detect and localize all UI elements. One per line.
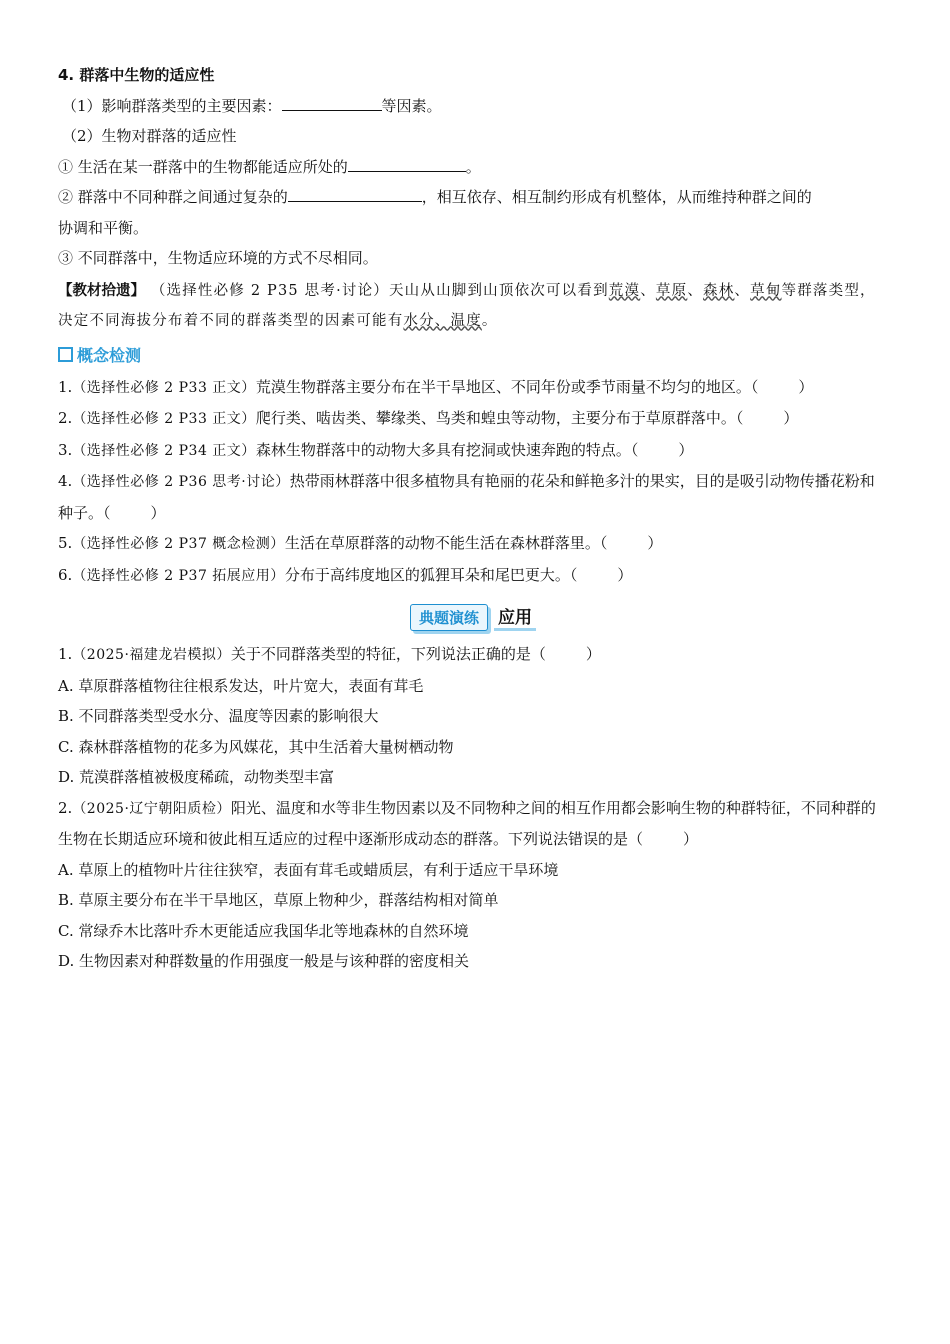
concept-item xyxy=(58,435,888,467)
option-b[interactable]: B. 草原主要分布在半干旱地区，草原上物种少，群落结构相对简单 xyxy=(58,891,499,909)
note-underline-1: 荒漠 xyxy=(608,282,641,299)
item-1 xyxy=(58,91,888,122)
note-underline-3: 森林 xyxy=(703,282,735,299)
point-1 xyxy=(58,152,888,183)
option-d[interactable]: D. 荒漠群落植被极度稀疏，动物类型丰富 xyxy=(58,768,335,786)
answer-paren-close: ） xyxy=(150,503,166,522)
concept-item xyxy=(58,372,888,404)
content xyxy=(58,60,888,977)
answer-paren-open: （ xyxy=(630,440,639,459)
question-number: 1. xyxy=(58,645,73,663)
practice-banner-word: 应用 xyxy=(494,603,536,631)
option-c[interactable]: C. 森林群落植物的花多为风媒花，其中生活着大量树栖动物 xyxy=(58,737,454,756)
question-text: 阳光、温度和水等非生物因素以及不同物种之间的相互作用都会影响生物的种群特征，不同种群的生物在长期适应环境和彼此相互适应的过程中逐渐形成动态的群落。下列说法错误的是（ xyxy=(58,798,876,848)
answer-paren-close: ） xyxy=(617,565,633,584)
concept-item xyxy=(58,560,888,592)
note-sep-3: 、 xyxy=(734,282,751,299)
item-text: 热带雨林群落中很多植物具有艳丽的花朵和鲜艳多汁的果实，目的是吸引动物传播花粉和种子。 xyxy=(58,472,875,522)
section-heading: 4. 群落中生物的适应性 xyxy=(58,66,215,84)
option-b[interactable]: B. 不同群落类型受水分、温度等因素的影响很大 xyxy=(58,707,379,725)
item-text: 分布于高纬度地区的狐狸耳朵和尾巴更大。 xyxy=(284,565,570,584)
option-a[interactable]: A. 草原群落植物往往根系发达，叶片宽大，表面有茸毛 xyxy=(58,676,424,695)
answer-paren-open: （ xyxy=(735,409,744,427)
answer-paren-open: （ xyxy=(750,377,759,396)
practice-banner-inner xyxy=(410,603,536,631)
note-underline-5: 水分、温度 xyxy=(403,312,482,329)
answer-paren-open: （ xyxy=(569,565,578,584)
item-2: （2）生物对群落的适应性 xyxy=(62,127,237,145)
item-source: （选择性必修 2 P33 正文） xyxy=(72,411,256,427)
concept-check-list xyxy=(58,372,888,592)
point-2-continued: 协调和平衡。 xyxy=(58,218,149,237)
point-1-suffix: 。 xyxy=(465,157,481,176)
note-source: （选择性必修 2 P35 思考·讨论） xyxy=(150,282,389,299)
concept-item xyxy=(58,466,888,528)
note-sep-2: 、 xyxy=(687,282,704,299)
item-source: （选择性必修 2 P37 拓展应用） xyxy=(72,567,285,584)
item-number: 6. xyxy=(58,565,73,584)
answer-blank-3[interactable] xyxy=(288,184,422,202)
answer-paren-close: ） xyxy=(798,377,814,396)
item-text: 生活在草原群落的动物不能生活在森林群落里。 xyxy=(284,534,600,552)
item-text: 荒漠生物群落主要分布在半干旱地区、不同年份或季节雨量不均匀的地区。 xyxy=(255,377,751,396)
item-number: 3. xyxy=(58,440,73,459)
item-number: 1. xyxy=(58,377,73,396)
concept-check-label: 概念检测 xyxy=(77,346,142,365)
option-c[interactable]: C. 常绿乔木比落叶乔木更能适应我国华北等地森林的自然环境 xyxy=(58,921,469,940)
checkbox-square-icon xyxy=(58,347,73,362)
item-text: 森林生物群落中的动物大多具有挖洞或快速奔跑的特点。 xyxy=(255,440,631,459)
note-underline-2: 草原 xyxy=(655,282,688,299)
option-d[interactable]: D. 生物因素对种群数量的作用强度一般是与该种群的密度相关 xyxy=(58,952,470,970)
answer-paren-close: ） xyxy=(585,645,601,663)
question-source: （2025·辽宁朝阳质检） xyxy=(72,800,231,817)
practice-banner xyxy=(58,603,888,633)
point-2-prefix: ② 群落中不同种群之间通过复杂的 xyxy=(58,188,288,206)
question-source: （2025·福建龙岩模拟） xyxy=(72,647,231,663)
answer-paren-close: ） xyxy=(783,409,799,427)
textbook-note xyxy=(58,276,888,336)
question-stem xyxy=(58,793,888,855)
item-source: （选择性必修 2 P36 思考·讨论） xyxy=(72,474,290,490)
point-1-prefix: ① 生活在某一群落中的生物都能适应所处的 xyxy=(58,157,348,176)
answer-blank-2[interactable] xyxy=(348,154,466,172)
note-text-c: 。 xyxy=(481,312,498,329)
item-number: 2. xyxy=(58,409,73,427)
question-number: 2. xyxy=(58,798,73,817)
question-1 xyxy=(58,639,888,793)
practice-banner-box: 典题演练 xyxy=(410,604,488,631)
item-source: （选择性必修 2 P37 概念检测） xyxy=(72,536,285,552)
item-source: （选择性必修 2 P33 正文） xyxy=(72,379,256,396)
note-tag: 【教材拾遗】 xyxy=(58,282,145,299)
concept-item xyxy=(58,403,888,435)
item-number: 5. xyxy=(58,534,73,552)
question-2 xyxy=(58,793,888,977)
item-1-suffix: 等因素。 xyxy=(381,96,442,115)
answer-paren-close: ） xyxy=(678,440,694,459)
point-2-suffix: ，相互依存、相互制约形成有机整体，从而维持种群之间的 xyxy=(421,188,812,206)
answer-paren-open: （ xyxy=(103,503,111,522)
concept-check-title xyxy=(58,342,888,368)
answer-paren-close: ） xyxy=(683,830,699,848)
point-3: ③ 不同群落中，生物适应环境的方式不尽相同。 xyxy=(58,249,378,267)
point-2 xyxy=(58,182,888,213)
answer-paren-close: ） xyxy=(647,534,663,552)
answer-paren-open: （ xyxy=(599,534,608,552)
item-text: 爬行类、啮齿类、攀缘类、鸟类和蝗虫等动物，主要分布于草原群落中。 xyxy=(255,409,736,427)
note-text-b: 等群落类型，决定不同海拔分布着不同的群落类型的因素可能有 xyxy=(58,282,876,329)
note-underline-4: 草甸 xyxy=(750,282,782,299)
question-text: 关于不同群落类型的特征，下列说法正确的是（ xyxy=(230,645,546,663)
item-source: （选择性必修 2 P34 正文） xyxy=(72,442,256,459)
concept-item xyxy=(58,528,888,560)
note-sep-1: 、 xyxy=(640,282,656,299)
question-stem xyxy=(58,639,888,671)
item-1-prefix: （1）影响群落类型的主要因素： xyxy=(62,96,282,115)
answer-blank-1[interactable] xyxy=(282,93,382,111)
item-number: 4. xyxy=(58,472,73,490)
option-a[interactable]: A. 草原上的植物叶片往往狭窄，表面有茸毛或蜡质层，有利于适应干旱环境 xyxy=(58,860,559,879)
note-text-a: 天山从山脚到山顶依次可以看到 xyxy=(388,282,609,299)
